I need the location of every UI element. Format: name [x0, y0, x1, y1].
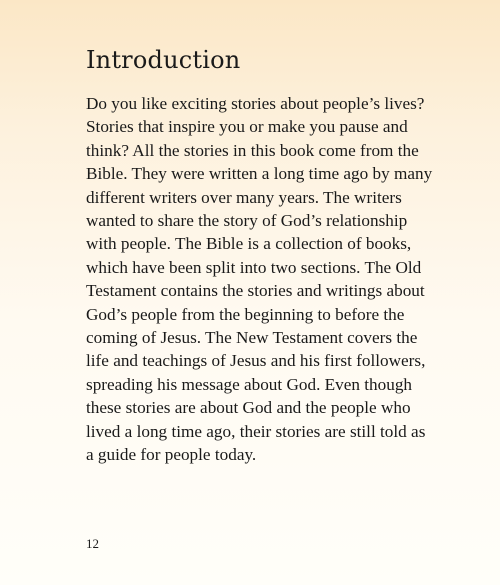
paragraph-line: a guide for people today.: [86, 445, 257, 465]
paragraph-line: think? All the stories in this book come from the: [86, 140, 419, 160]
page-number: 12: [86, 536, 99, 551]
paragraph-line: God’s people from the beginning to before the: [86, 304, 405, 324]
paragraph-line: these stories are about God and the people who: [86, 398, 411, 418]
paragraph-line: Stories that inspire you or make you pause and: [86, 117, 408, 137]
paragraph-line: different writers over many years. The writers: [86, 187, 402, 207]
paragraph-line: which have been split into two sections. The Old: [86, 257, 422, 277]
paragraph-line: Do you like exciting stories about people’s lives?: [86, 94, 425, 113]
introduction-paragraph: [86, 92, 433, 467]
paragraph-line: wanted to share the story of God’s relationship: [86, 211, 408, 231]
paragraph-line: spreading his message about God. Even though: [86, 374, 413, 394]
paragraph-line: lived a long time ago, their stories are still told as: [86, 421, 426, 441]
page-title: Introduction: [86, 46, 241, 74]
paragraph-line: Bible. They were written a long time ago by many: [86, 164, 433, 184]
paragraph-line: with people. The Bible is a collection of books,: [86, 234, 412, 254]
paragraph-line: life and teachings of Jesus and his first followers,: [86, 351, 426, 371]
paragraph-line: coming of Jesus. The New Testament covers the: [86, 328, 418, 348]
paragraph-line: Testament contains the stories and writings about: [86, 281, 425, 301]
